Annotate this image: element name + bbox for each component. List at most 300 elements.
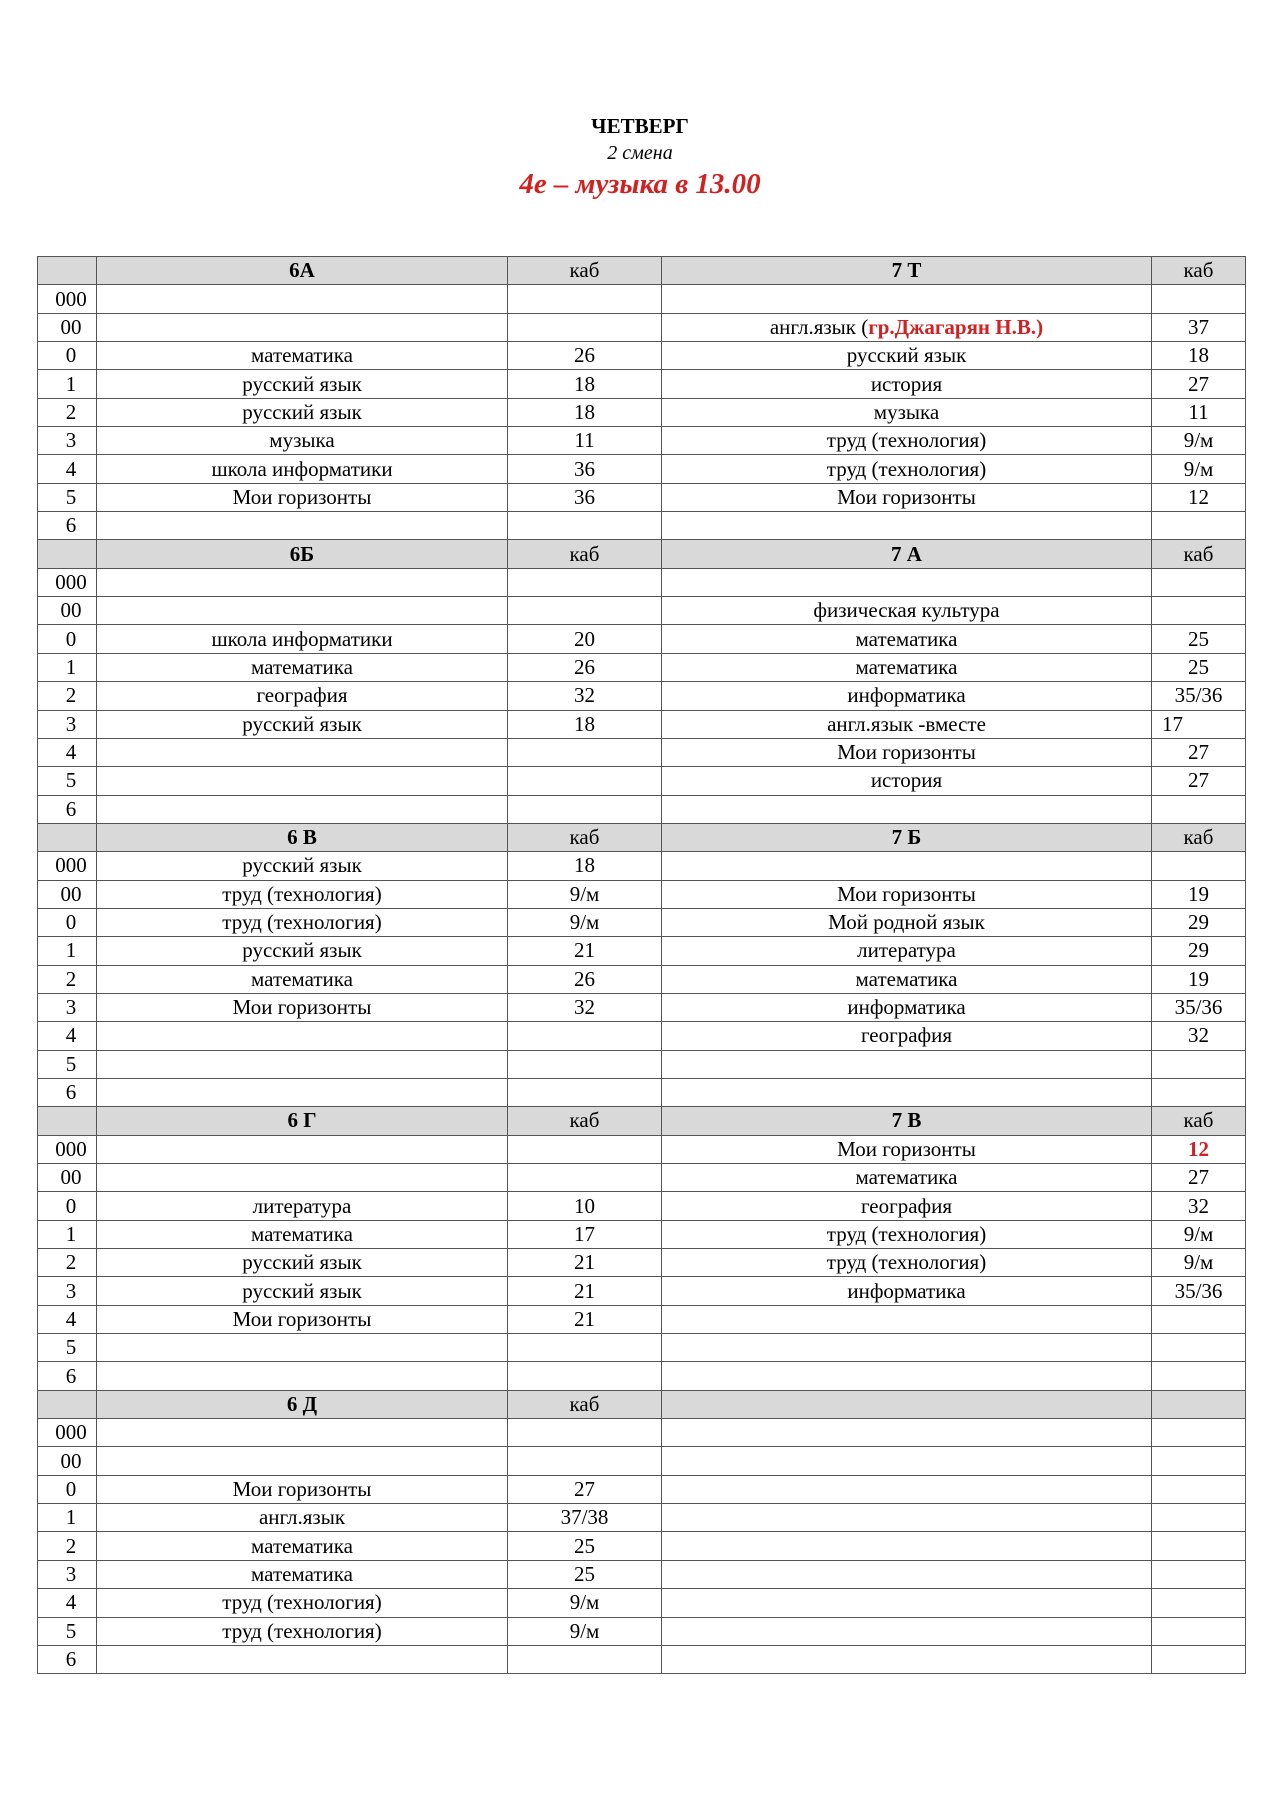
lesson-row (38, 1135, 1246, 1163)
left-room: 32 (508, 993, 662, 1021)
left-class-name: 6Б (97, 540, 508, 568)
lesson-row (38, 795, 1246, 823)
right-subject (662, 1504, 1152, 1532)
lesson-number: 2 (38, 1532, 97, 1560)
lesson-row (38, 1645, 1246, 1673)
left-room (508, 1362, 662, 1390)
lesson-number: 0 (38, 1192, 97, 1220)
right-room: 35/36 (1152, 1277, 1246, 1305)
left-subject: русский язык (97, 937, 508, 965)
left-subject: Мои горизонты (97, 483, 508, 511)
right-room: 32 (1152, 1022, 1246, 1050)
left-room: 18 (508, 370, 662, 398)
right-room: 29 (1152, 937, 1246, 965)
right-room (1152, 1419, 1246, 1447)
lesson-row (38, 653, 1246, 681)
left-subject (97, 1334, 508, 1362)
lesson-row (38, 512, 1246, 540)
right-room: 27 (1152, 370, 1246, 398)
right-subject (662, 1334, 1152, 1362)
schedule-body (38, 257, 1246, 1674)
lesson-number: 00 (38, 1447, 97, 1475)
left-subject: русский язык (97, 1277, 508, 1305)
lesson-row (38, 285, 1246, 313)
lesson-number: 5 (38, 1334, 97, 1362)
lesson-row (38, 1334, 1246, 1362)
right-subject: труд (технология) (662, 455, 1152, 483)
right-subject: физическая культура (662, 597, 1152, 625)
lesson-number: 0 (38, 1475, 97, 1503)
left-subject: русский язык (97, 1249, 508, 1277)
right-room: 19 (1152, 880, 1246, 908)
left-class-name: 6 Г (97, 1107, 508, 1135)
schedule-table (37, 256, 1246, 1674)
left-room: 10 (508, 1192, 662, 1220)
left-room (508, 1135, 662, 1163)
lesson-number: 3 (38, 993, 97, 1021)
right-room (1152, 568, 1246, 596)
lesson-row (38, 568, 1246, 596)
left-room (508, 313, 662, 341)
left-subject: математика (97, 1560, 508, 1588)
right-subject: Мои горизонты (662, 738, 1152, 766)
lesson-number: 2 (38, 682, 97, 710)
right-room: 37 (1152, 313, 1246, 341)
left-class-name: 6 В (97, 823, 508, 851)
lesson-number: 3 (38, 710, 97, 738)
right-room (1152, 1645, 1246, 1673)
lesson-number: 3 (38, 1277, 97, 1305)
left-subject: школа информатики (97, 625, 508, 653)
left-subject (97, 738, 508, 766)
right-room: 35/36 (1152, 682, 1246, 710)
lesson-number: 5 (38, 767, 97, 795)
lesson-row (38, 1419, 1246, 1447)
left-subject (97, 1447, 508, 1475)
left-room (508, 795, 662, 823)
right-room (1152, 1334, 1246, 1362)
right-class-name: 7 Б (662, 823, 1152, 851)
music-note: 4е – музыка в 13.00 (519, 168, 761, 200)
left-subject: математика (97, 653, 508, 681)
lesson-row (38, 937, 1246, 965)
class-header-row (38, 540, 1246, 568)
right-subject: Мои горизонты (662, 880, 1152, 908)
left-subject: математика (97, 1532, 508, 1560)
left-room: 18 (508, 852, 662, 880)
right-subject (662, 1475, 1152, 1503)
day-title: ЧЕТВЕРГ (591, 114, 689, 138)
lesson-row (38, 625, 1246, 653)
right-room: 12 (1152, 483, 1246, 511)
right-subject: география (662, 1022, 1152, 1050)
right-subject (662, 1589, 1152, 1617)
left-subject (97, 1022, 508, 1050)
lesson-row (38, 313, 1246, 341)
left-subject (97, 1419, 508, 1447)
left-subject (97, 597, 508, 625)
lesson-number: 6 (38, 512, 97, 540)
left-room: 11 (508, 427, 662, 455)
right-room: 9/м (1152, 455, 1246, 483)
left-room: 20 (508, 625, 662, 653)
left-subject (97, 1645, 508, 1673)
left-subject (97, 795, 508, 823)
left-room: 26 (508, 342, 662, 370)
left-room (508, 512, 662, 540)
left-room-header: каб (508, 1390, 662, 1418)
left-room: 18 (508, 398, 662, 426)
left-subject: математика (97, 1220, 508, 1248)
left-room (508, 1164, 662, 1192)
header-blank-cell (38, 1107, 97, 1135)
lesson-number: 2 (38, 1249, 97, 1277)
right-subject (662, 1362, 1152, 1390)
lesson-number: 000 (38, 1419, 97, 1447)
left-subject (97, 1078, 508, 1106)
right-room: 29 (1152, 908, 1246, 936)
right-subject: математика (662, 1164, 1152, 1192)
left-room: 26 (508, 653, 662, 681)
left-subject: труд (технология) (97, 1617, 508, 1645)
right-room: 17 (1152, 710, 1246, 738)
lesson-row (38, 597, 1246, 625)
header-blank-cell (38, 1390, 97, 1418)
left-room: 27 (508, 1475, 662, 1503)
lesson-number: 00 (38, 880, 97, 908)
left-room (508, 1050, 662, 1078)
right-subject: русский язык (662, 342, 1152, 370)
lesson-row (38, 455, 1246, 483)
lesson-row (38, 738, 1246, 766)
lesson-number: 4 (38, 1022, 97, 1050)
left-room: 26 (508, 965, 662, 993)
left-room: 25 (508, 1532, 662, 1560)
lesson-number: 0 (38, 908, 97, 936)
lesson-number: 2 (38, 398, 97, 426)
lesson-number: 6 (38, 1078, 97, 1106)
header-blank-cell (38, 823, 97, 851)
right-subject (662, 1560, 1152, 1588)
left-subject: Мои горизонты (97, 1305, 508, 1333)
left-room-header: каб (508, 1107, 662, 1135)
lesson-row (38, 767, 1246, 795)
lesson-number: 4 (38, 455, 97, 483)
lesson-number: 2 (38, 965, 97, 993)
left-subject: Мои горизонты (97, 993, 508, 1021)
left-room: 21 (508, 1249, 662, 1277)
right-room: 32 (1152, 1192, 1246, 1220)
lesson-row (38, 483, 1246, 511)
right-subject (662, 1532, 1152, 1560)
right-room: 18 (1152, 342, 1246, 370)
left-subject: труд (технология) (97, 1589, 508, 1617)
left-subject: математика (97, 342, 508, 370)
lesson-row (38, 1277, 1246, 1305)
right-room (1152, 1475, 1246, 1503)
left-subject: русский язык (97, 370, 508, 398)
lesson-number: 1 (38, 370, 97, 398)
right-room: 12 (1152, 1135, 1246, 1163)
left-room: 21 (508, 1305, 662, 1333)
right-subject: Мой родной язык (662, 908, 1152, 936)
right-room: 27 (1152, 767, 1246, 795)
lesson-number: 1 (38, 1220, 97, 1248)
left-room: 9/м (508, 908, 662, 936)
right-subject (662, 795, 1152, 823)
lesson-number: 5 (38, 483, 97, 511)
left-subject: Мои горизонты (97, 1475, 508, 1503)
lesson-number: 4 (38, 1589, 97, 1617)
left-room-header: каб (508, 823, 662, 851)
lesson-row (38, 1305, 1246, 1333)
right-room-header: каб (1152, 1107, 1246, 1135)
lesson-row (38, 398, 1246, 426)
lesson-row (38, 965, 1246, 993)
left-room: 36 (508, 483, 662, 511)
right-room: 9/м (1152, 427, 1246, 455)
right-room (1152, 1617, 1246, 1645)
right-subject: география (662, 1192, 1152, 1220)
left-subject: труд (технология) (97, 908, 508, 936)
right-subject: информатика (662, 993, 1152, 1021)
right-room: 35/36 (1152, 993, 1246, 1021)
header-blank-cell (38, 540, 97, 568)
right-subject: история (662, 370, 1152, 398)
right-class-name: 7 А (662, 540, 1152, 568)
left-subject (97, 313, 508, 341)
left-room (508, 767, 662, 795)
lesson-row (38, 1362, 1246, 1390)
class-header-row (38, 257, 1246, 285)
right-room (1152, 285, 1246, 313)
right-room (1152, 795, 1246, 823)
lesson-row (38, 1532, 1246, 1560)
lesson-number: 3 (38, 427, 97, 455)
lesson-number: 000 (38, 568, 97, 596)
lesson-number: 00 (38, 597, 97, 625)
right-room (1152, 852, 1246, 880)
left-room (508, 597, 662, 625)
right-room: 9/м (1152, 1220, 1246, 1248)
right-subject (662, 1447, 1152, 1475)
lesson-number: 0 (38, 342, 97, 370)
left-room: 37/38 (508, 1504, 662, 1532)
right-subject (662, 1419, 1152, 1447)
left-room: 17 (508, 1220, 662, 1248)
lesson-number: 000 (38, 285, 97, 313)
right-room (1152, 1504, 1246, 1532)
lesson-row (38, 342, 1246, 370)
right-room: 11 (1152, 398, 1246, 426)
left-subject (97, 285, 508, 313)
lesson-row (38, 682, 1246, 710)
right-subject: труд (технология) (662, 427, 1152, 455)
lesson-row (38, 908, 1246, 936)
left-room: 21 (508, 1277, 662, 1305)
right-subject: математика (662, 653, 1152, 681)
right-room (1152, 1362, 1246, 1390)
left-subject (97, 568, 508, 596)
left-room: 9/м (508, 880, 662, 908)
right-subject (662, 1305, 1152, 1333)
right-room (1152, 512, 1246, 540)
lesson-number: 6 (38, 1362, 97, 1390)
lesson-number: 6 (38, 795, 97, 823)
header-blank-cell (38, 257, 97, 285)
left-room (508, 1022, 662, 1050)
left-room (508, 1334, 662, 1362)
lesson-row (38, 852, 1246, 880)
right-room: 19 (1152, 965, 1246, 993)
teacher-group-note: гр.Джагарян Н.В.) (868, 314, 1044, 339)
right-subject (662, 1050, 1152, 1078)
right-subject: информатика (662, 682, 1152, 710)
right-subject (662, 512, 1152, 540)
right-subject: литература (662, 937, 1152, 965)
right-room-header: каб (1152, 540, 1246, 568)
lesson-number: 00 (38, 1164, 97, 1192)
left-room (508, 285, 662, 313)
right-room (1152, 597, 1246, 625)
left-subject (97, 1164, 508, 1192)
lesson-row (38, 710, 1246, 738)
class-header-row (38, 823, 1246, 851)
right-room: 25 (1152, 625, 1246, 653)
left-subject: труд (технология) (97, 880, 508, 908)
right-subject: история (662, 767, 1152, 795)
left-room (508, 1078, 662, 1106)
left-room (508, 1645, 662, 1673)
right-subject (662, 1617, 1152, 1645)
lesson-row (38, 1560, 1246, 1588)
left-room: 36 (508, 455, 662, 483)
lesson-row (38, 1447, 1246, 1475)
right-subject: Мои горизонты (662, 483, 1152, 511)
lesson-row (38, 1617, 1246, 1645)
right-room (1152, 1560, 1246, 1588)
shift-subtitle: 2 смена (607, 142, 673, 164)
right-room (1152, 1447, 1246, 1475)
left-subject: музыка (97, 427, 508, 455)
lesson-number: 6 (38, 1645, 97, 1673)
right-subject (662, 852, 1152, 880)
left-room-header: каб (508, 540, 662, 568)
left-room (508, 568, 662, 596)
right-class-name: 7 Т (662, 257, 1152, 285)
right-subject (662, 568, 1152, 596)
lesson-row (38, 1504, 1246, 1532)
left-subject: математика (97, 965, 508, 993)
lesson-number: 3 (38, 1560, 97, 1588)
left-subject (97, 512, 508, 540)
right-room: 25 (1152, 653, 1246, 681)
left-room: 18 (508, 710, 662, 738)
lesson-row (38, 993, 1246, 1021)
right-subject: математика (662, 625, 1152, 653)
right-subject: музыка (662, 398, 1152, 426)
right-class-name: 7 В (662, 1107, 1152, 1135)
right-room (1152, 1305, 1246, 1333)
right-subject: труд (технология) (662, 1220, 1152, 1248)
right-room: 9/м (1152, 1249, 1246, 1277)
right-room: 27 (1152, 1164, 1246, 1192)
left-subject (97, 1135, 508, 1163)
left-room (508, 1447, 662, 1475)
lesson-row (38, 1249, 1246, 1277)
right-subject-text: англ.язык ( (769, 314, 869, 339)
lesson-row (38, 1192, 1246, 1220)
lesson-row (38, 1022, 1246, 1050)
lesson-number: 000 (38, 1135, 97, 1163)
lesson-row (38, 1078, 1246, 1106)
right-class-name (662, 1390, 1152, 1418)
lesson-number: 00 (38, 313, 97, 341)
right-room (1152, 1532, 1246, 1560)
right-subject (662, 285, 1152, 313)
right-room (1152, 1078, 1246, 1106)
right-subject: труд (технология) (662, 1249, 1152, 1277)
left-class-name: 6А (97, 257, 508, 285)
lesson-row (38, 880, 1246, 908)
right-subject: математика (662, 965, 1152, 993)
right-subject: Мои горизонты (662, 1135, 1152, 1163)
left-subject: литература (97, 1192, 508, 1220)
left-room-header: каб (508, 257, 662, 285)
lesson-number: 1 (38, 1504, 97, 1532)
lesson-row (38, 1164, 1246, 1192)
right-subject (662, 1078, 1152, 1106)
right-subject (662, 1645, 1152, 1673)
right-room: 27 (1152, 738, 1246, 766)
left-subject: география (97, 682, 508, 710)
right-room-header: каб (1152, 823, 1246, 851)
lesson-number: 5 (38, 1050, 97, 1078)
left-subject: англ.язык (97, 1504, 508, 1532)
lesson-row (38, 1050, 1246, 1078)
right-subject: англ.язык -вместе (662, 710, 1152, 738)
left-subject: русский язык (97, 398, 508, 426)
class-header-row (38, 1390, 1246, 1418)
left-room: 9/м (508, 1617, 662, 1645)
right-room (1152, 1050, 1246, 1078)
class-header-row (38, 1107, 1246, 1135)
left-room: 25 (508, 1560, 662, 1588)
left-class-name: 6 Д (97, 1390, 508, 1418)
left-subject (97, 767, 508, 795)
lesson-row (38, 1220, 1246, 1248)
lesson-number: 1 (38, 653, 97, 681)
lesson-row (38, 1475, 1246, 1503)
right-room-header (1152, 1390, 1246, 1418)
right-room-header: каб (1152, 257, 1246, 285)
left-room: 9/м (508, 1589, 662, 1617)
lesson-number: 5 (38, 1617, 97, 1645)
lesson-number: 4 (38, 1305, 97, 1333)
right-subject (662, 313, 1152, 341)
right-room (1152, 1589, 1246, 1617)
lesson-number: 4 (38, 738, 97, 766)
lesson-row (38, 370, 1246, 398)
left-room (508, 738, 662, 766)
lesson-row (38, 1589, 1246, 1617)
left-subject: русский язык (97, 710, 508, 738)
left-subject: русский язык (97, 852, 508, 880)
left-room (508, 1419, 662, 1447)
left-room: 21 (508, 937, 662, 965)
lesson-number: 0 (38, 625, 97, 653)
lesson-number: 1 (38, 937, 97, 965)
